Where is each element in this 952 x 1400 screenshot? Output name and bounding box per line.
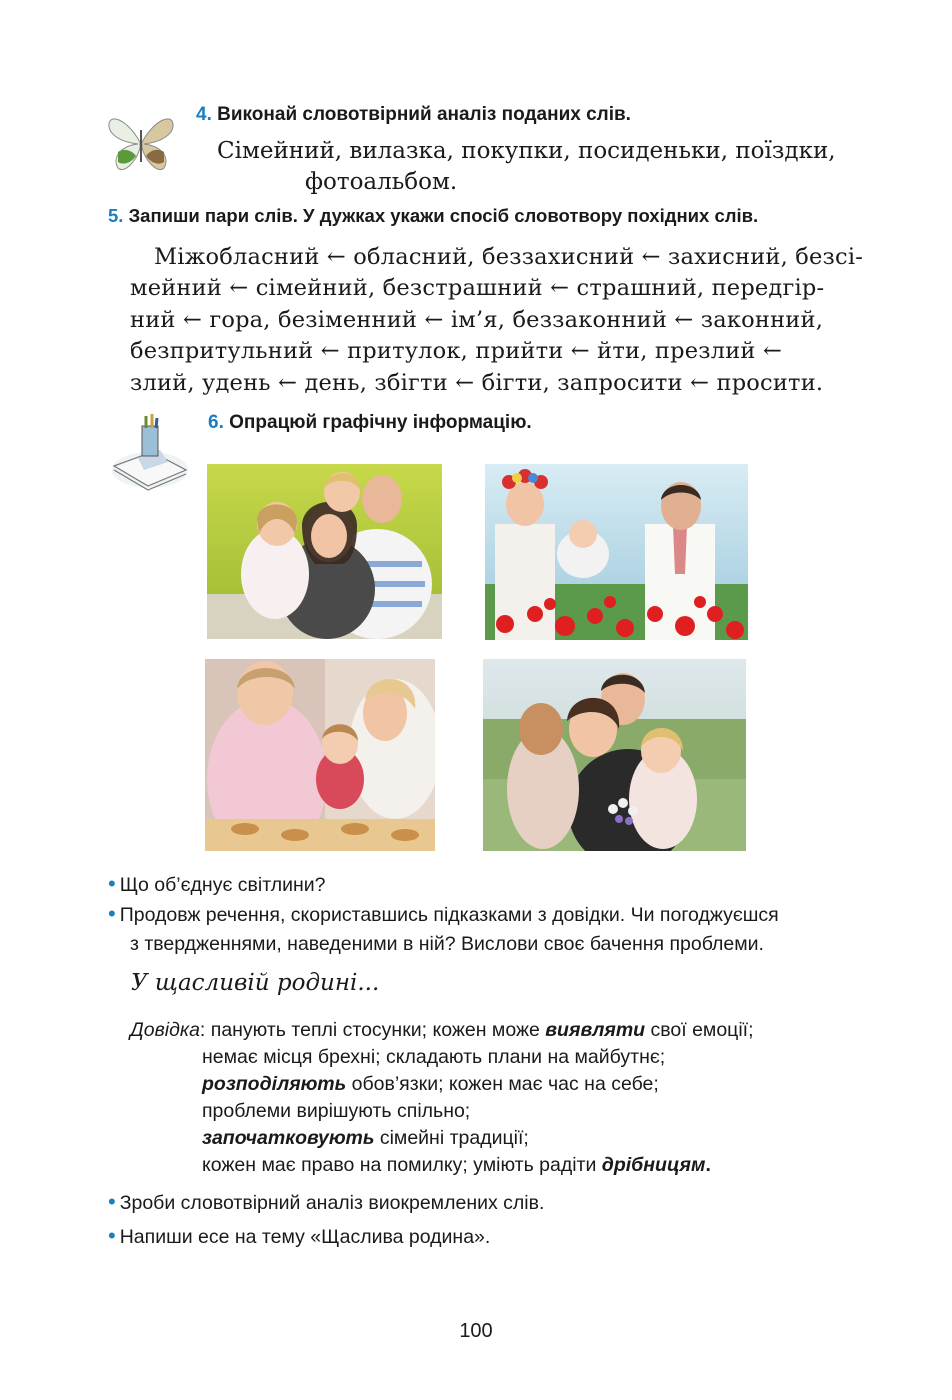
bullet-task-essay-text: Напиши есе на тему «Щаслива родина». [119,1226,491,1248]
family-photo-2 [485,464,748,640]
dovidka-label: Довідка [130,1019,200,1041]
highlighted-word: дрібницям [601,1154,706,1176]
task5-line: Міжобласний ← обласний, беззахисний ← захисний, безсі- [154,244,864,270]
dovidka-text: сімейні традиції; [374,1127,529,1149]
dovidka-line2: немає місця брехні; складають плани на майбутнє; [202,1046,666,1068]
question-2 [108,899,779,959]
task6-heading [208,412,532,434]
dovidka-line5 [202,1125,529,1153]
task6-number: 6. [208,412,224,433]
task5-number: 5. [108,205,124,226]
family-photo-3 [205,659,435,851]
butterfly-icon [106,112,176,174]
dovidka-line3 [202,1071,659,1099]
task5-heading-text: Запиши пари слів. У дужках укажи спосіб словотвору похідних слів. [128,205,759,226]
highlighted-word: розподіляють [202,1073,347,1095]
dovidka-line4: проблеми вирішують спільно; [202,1100,471,1122]
bullet-task-analysis [108,1187,544,1218]
dovidka-line1 [130,1017,754,1045]
task6-heading-text: Опрацюй графічну інформацію. [229,412,532,433]
task5-line: ний ← гора, безіменний ← ім’я, беззаконний ← законний, [130,307,824,333]
book-pencils-icon [108,412,190,492]
task4-number: 4. [196,104,212,125]
dovidka-text: обов’язки; кожен має час на себе; [346,1073,659,1095]
task4-words-line1: Сімейний, вилазка, покупки, посиденьки, поїздки, [217,138,836,164]
bullet-task-analysis-text: Зроби словотвірний аналіз виокремлених слів. [119,1192,545,1214]
phrase-prompt: У щасливій родині... [131,970,380,996]
dovidka-text: . [705,1154,711,1176]
bullet-dot: • [108,901,116,926]
question-2-line1: Продовж речення, скориставшись підказками з довідки. Чи погоджуєшся [119,904,779,926]
dovidka-line6 [202,1152,711,1180]
bullet-dot: • [108,1189,116,1214]
question-1-text: Що об’єднує світлини? [119,874,326,896]
task5-heading [108,205,758,227]
question-2-line2: з твердженнями, наведеними в ній? Вислови своє бачення проблеми. [130,933,764,955]
page-number: 100 [459,1320,493,1342]
highlighted-word: започатковують [202,1127,375,1149]
question-1 [108,869,326,900]
highlighted-word: виявляти [545,1019,646,1041]
task5-line: злий, удень ← день, збігти ← бігти, запросити ← просити. [130,370,824,396]
dovidka-text: : панують теплі стосунки; кожен може [199,1019,546,1041]
bullet-dot: • [108,1223,116,1248]
task4-heading-text: Виконай словотвірний аналіз поданих слів. [217,104,631,125]
task5-line: безпритульний ← притулок, прийти ← йти, презлий ← [130,338,783,364]
bullet-dot: • [108,871,116,896]
bullet-task-essay [108,1221,490,1252]
task4-heading [196,104,631,126]
dovidka-text: свої емоції; [645,1019,754,1041]
family-photo-1 [207,464,442,639]
family-photo-4 [483,659,746,851]
task5-line: мейний ← сімейний, безстрашний ← страшний, передгір- [130,275,825,301]
dovidka-text: кожен має право на помилку; уміють радіти [202,1154,602,1176]
task4-words-line2: фотоальбом. [305,169,458,195]
